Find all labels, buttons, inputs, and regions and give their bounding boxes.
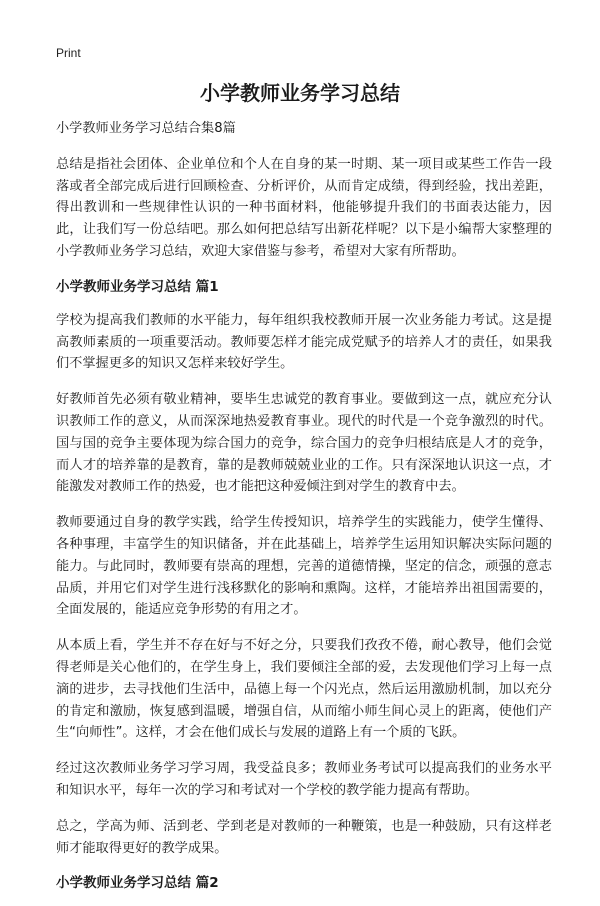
paragraph: 总之，学高为师、活到老、学到老是对教师的一种鞭策，也是一种鼓励，只有这样老师才能取得更好的教学成果。 bbox=[56, 818, 552, 856]
paragraph: 教师要通过自身的教学实践，给学生传授知识，培养学生的实践能力，使学生懂得、各种事理，丰富学生的知识储备，并在此基础上，培养学生运用知识解决实际问题的能力。与此同时，教师要有崇高的理想，完善的道德情操，坚定的信念，顽强的意志品质，并用它们对学生进行浅移默化的影响和熏陶。这样，才能培养出祖国需要的，全面发展的，能适应竞争形势的有用之才。 bbox=[56, 515, 552, 618]
section-heading-1: 小学教师业务学习总结 篇1 bbox=[56, 278, 219, 295]
paragraph: 学校为提高我们教师的水平能力，每年组织我校教师开展一次业务能力考试。这是提高教师素质的一项重要活动。教师要怎样才能完成党赋予的培养人才的责任，如果我们不掌握更多的知识又怎样来较好学生。 bbox=[56, 312, 552, 372]
paragraph: 经过这次教师业务学习学习周，我受益良多；教师业务考试可以提高我们的业务水平和知识水平，每年一次的学习和考试对一个学校的教学能力提高有帮助。 bbox=[56, 761, 552, 798]
print-link[interactable]: Print bbox=[56, 46, 81, 60]
intro-paragraph: 总结是指社会团体、企业单位和个人在自身的某一时期、某一项目或某些工作告一段落或者全部完成后进行回顾检查、分析评价，从而肯定成绩，得到经验，找出差距，得出教训和一些规律性认识的一种书面材料，他能够提升我们的书面表达能力，因此，让我们写一份总结吧。那么如何把总结写出新花样呢？以下是小编帮大家整理的小学教师业务学习总结，欢迎大家借鉴与参考，希望对大家有所帮助。 bbox=[56, 156, 552, 259]
paragraph: 好教师首先必须有敬业精神，要毕生忠诚党的教育事业。要做到这一点，就应充分认识教师工作的意义，从而深深地热爱教育事业。现代的时代是一个竞争激烈的时代。国与国的竞争主要体现为综合国力的竞争，综合国力的竞争归根结底是人才的竞争，而人才的培养靠的是教育，靠的是教师兢兢业业的工作。只有深深地认识这一点，才能激发对教师工作的热爱，也才能把这种爱倾注到对学生的教育中去。 bbox=[56, 392, 552, 495]
document-body bbox=[56, 118, 552, 906]
paragraph: 从本质上看，学生并不存在好与不好之分，只要我们孜孜不倦，耐心教导，他们会觉得老师是关心他们的，在学生身上，我们要倾注全部的爱，去发现他们学习上每一点滴的进步，去寻找他们生活中，品德上每一个闪光点，然后运用激励机制，加以充分的肯定和激励，恢复感到温暖，增强自信，从而缩小师生间心灵上的距离，使他们产生“向师性”。这样，才会在他们成长与发展的道路上有一个质的飞跃。 bbox=[56, 638, 552, 741]
document-subtitle: 小学教师业务学习总结合集8篇 bbox=[56, 121, 236, 136]
section-heading-2: 小学教师业务学习总结 篇2 bbox=[56, 875, 219, 892]
page-title: 小学教师业务学习总结 bbox=[200, 81, 400, 105]
